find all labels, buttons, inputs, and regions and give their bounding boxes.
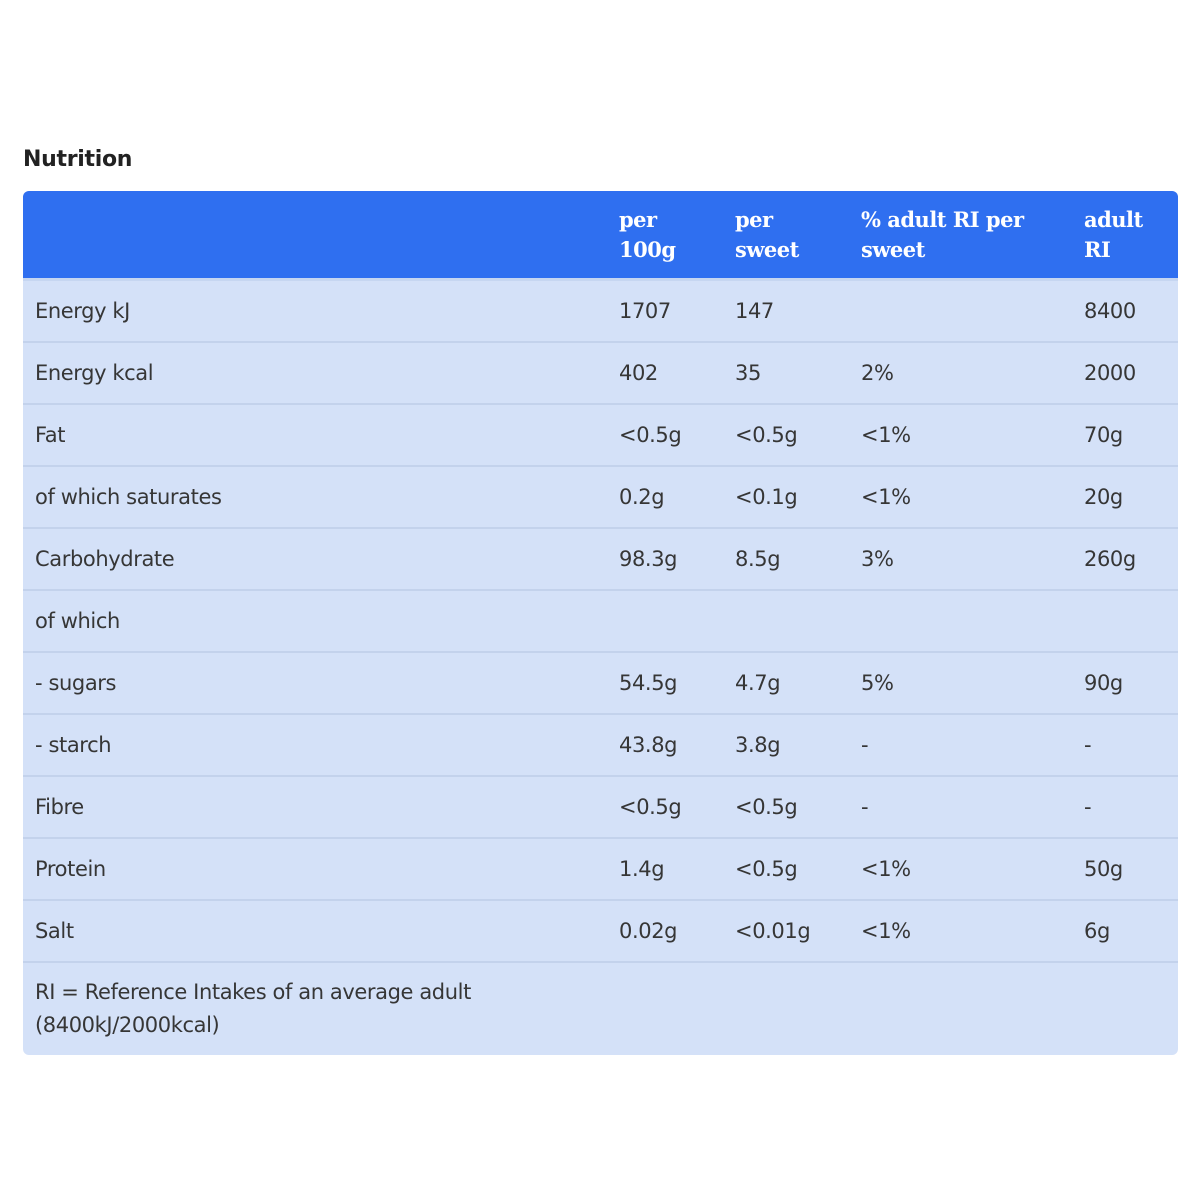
adult-ri-value: 2000 [1072, 342, 1178, 404]
percent-ri-value: <1% [861, 919, 911, 943]
nutrient-name: Fibre [23, 776, 607, 838]
nutrient-name: - starch [23, 714, 607, 776]
nutrient-name: Fat [23, 404, 607, 466]
table-header [23, 191, 1178, 280]
per-sweet-value: <0.1g [723, 466, 849, 528]
section-title: Nutrition [23, 147, 133, 172]
nutrient-name: of which [23, 590, 607, 652]
nutrient-name: - sugars [23, 652, 607, 714]
footnote-line: (8400kJ/2000kcal) [35, 1013, 220, 1037]
per-100g-value: 43.8g [607, 714, 723, 776]
table-row [23, 900, 1178, 962]
header-line: adult [1084, 206, 1143, 232]
table-row [23, 652, 1178, 714]
adult-ri-value: 50g [1072, 838, 1178, 900]
per-100g-value: <0.5g [607, 776, 723, 838]
per-sweet-value: <0.5g [723, 404, 849, 466]
table-row [23, 280, 1178, 343]
table-row [23, 528, 1178, 590]
percent-ri-value [849, 280, 1072, 343]
header-line: per [735, 206, 773, 232]
per-100g-value: 54.5g [607, 652, 723, 714]
percent-ri-value: - [849, 714, 1072, 776]
table-row [23, 776, 1178, 838]
adult-ri-value: 20g [1072, 466, 1178, 528]
per-100g-value: 0.2g [607, 466, 723, 528]
header-line: RI [1084, 236, 1111, 262]
per-100g-value: 0.02g [619, 919, 678, 943]
adult-ri-value: - [1072, 714, 1178, 776]
nutrient-name: of which saturates [23, 466, 607, 528]
per-100g-value: 1707 [607, 280, 723, 343]
header-line: % adult RI per [861, 206, 1024, 232]
per-sweet-value: 3.8g [723, 714, 849, 776]
per-sweet-value: 8.5g [723, 528, 849, 590]
header-line: per [619, 206, 657, 232]
header-nutrient [23, 191, 607, 280]
per-100g-value: <0.5g [607, 404, 723, 466]
per-sweet-value: <0.5g [723, 838, 849, 900]
per-sweet-value [723, 590, 849, 652]
percent-ri-value: <1% [849, 466, 1072, 528]
table-row [23, 714, 1178, 776]
per-100g-value: 98.3g [607, 528, 723, 590]
header-line: sweet [861, 236, 925, 262]
footnote-line: RI = Reference Intakes of an average adult [35, 980, 471, 1004]
adult-ri-value: 6g [1084, 919, 1110, 943]
per-sweet-value: 4.7g [723, 652, 849, 714]
header-line: sweet [735, 236, 799, 262]
adult-ri-value: 8400 [1072, 280, 1178, 343]
percent-ri-value: <1% [849, 404, 1072, 466]
adult-ri-value: 90g [1072, 652, 1178, 714]
nutrient-name: Carbohydrate [23, 528, 607, 590]
adult-ri-value: 260g [1072, 528, 1178, 590]
reference-intake-footnote [23, 962, 1178, 1055]
per-100g-value: 1.4g [607, 838, 723, 900]
per-sweet-value: 35 [723, 342, 849, 404]
table-footer [23, 962, 1178, 1055]
percent-ri-value: 5% [849, 652, 1072, 714]
adult-ri-value: 70g [1072, 404, 1178, 466]
percent-ri-value: - [849, 776, 1072, 838]
percent-ri-value [849, 590, 1072, 652]
nutrient-name: Energy kJ [23, 280, 607, 343]
header-per-100g [607, 191, 723, 280]
nutrient-name: Salt [35, 919, 74, 943]
per-sweet-value: 147 [723, 280, 849, 343]
nutrient-name: Energy kcal [23, 342, 607, 404]
header-adult-ri [1072, 191, 1178, 280]
nutrient-name: Protein [23, 838, 607, 900]
percent-ri-value: 2% [849, 342, 1072, 404]
footnote-row [23, 962, 1178, 1055]
percent-ri-value: 3% [849, 528, 1072, 590]
adult-ri-value: - [1072, 776, 1178, 838]
adult-ri-value [1072, 590, 1178, 652]
header-row [23, 191, 1178, 280]
per-100g-value [607, 590, 723, 652]
per-sweet-value: <0.01g [735, 919, 811, 943]
nutrition-table [23, 191, 1178, 1055]
header-percent-ri [849, 191, 1072, 280]
table-row [23, 404, 1178, 466]
per-100g-value: 402 [607, 342, 723, 404]
table-row [23, 466, 1178, 528]
table-body [23, 280, 1178, 963]
table-row [23, 590, 1178, 652]
table-row [23, 342, 1178, 404]
table-row [23, 838, 1178, 900]
header-per-sweet [723, 191, 849, 280]
per-sweet-value: <0.5g [723, 776, 849, 838]
percent-ri-value: <1% [849, 838, 1072, 900]
header-line: 100g [619, 236, 676, 262]
